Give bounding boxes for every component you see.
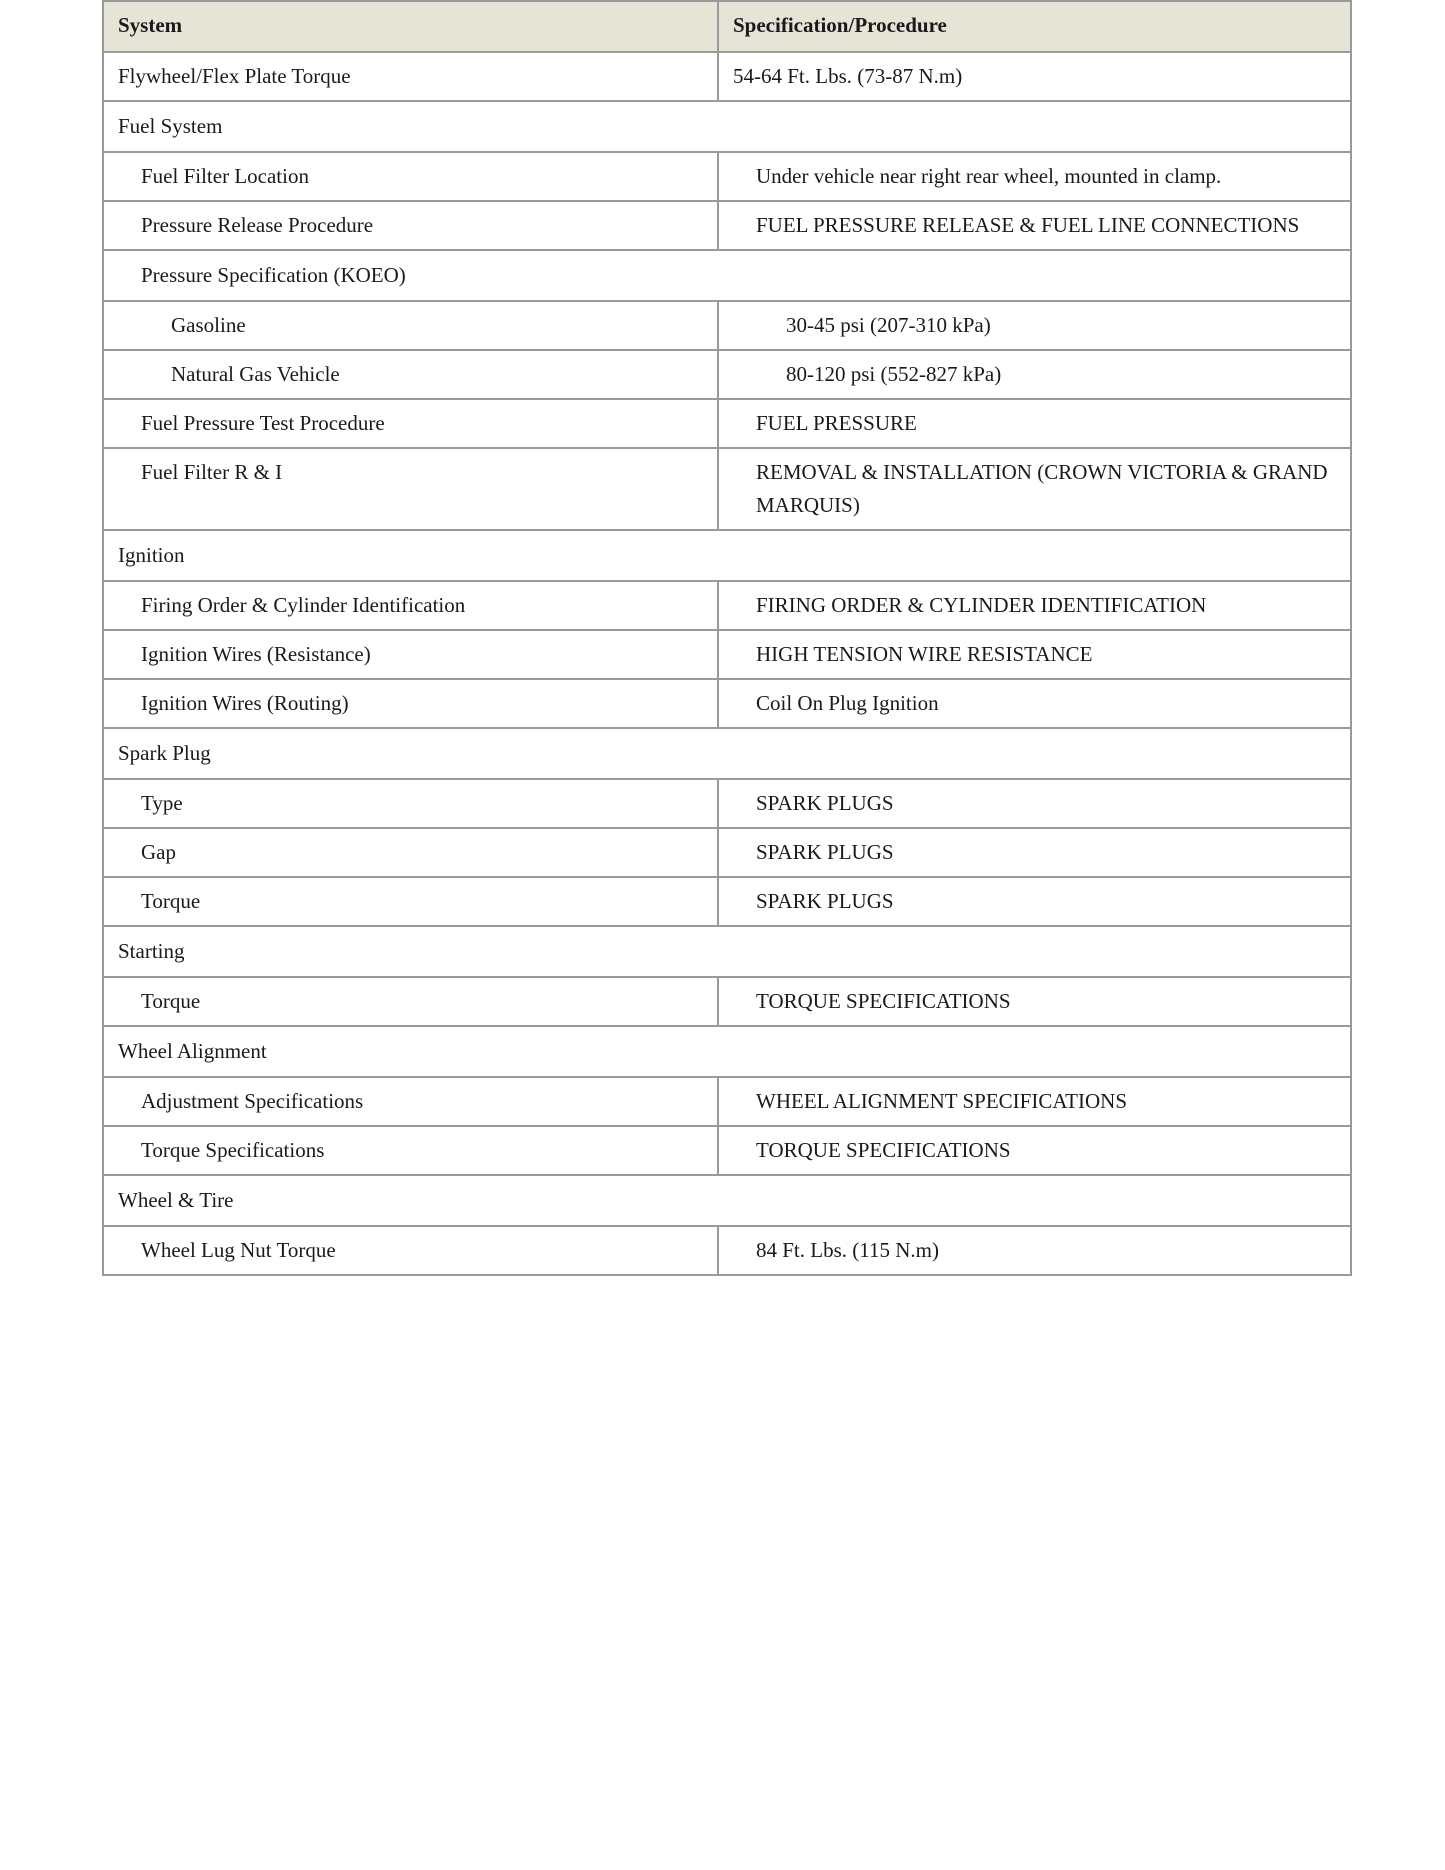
table-row: [103, 877, 1351, 926]
spec-cell: 80-120 psi (552-827 kPa): [718, 350, 1351, 399]
table-row: [103, 1226, 1351, 1275]
system-cell: Natural Gas Vehicle: [103, 350, 718, 399]
section-row: [103, 1026, 1351, 1077]
section-row: [103, 926, 1351, 977]
section-title: Pressure Specification (KOEO): [103, 250, 1351, 301]
system-cell: Pressure Release Procedure: [103, 201, 718, 250]
section-row: [103, 530, 1351, 581]
header-row: [103, 1, 1351, 52]
spec-cell: SPARK PLUGS: [718, 779, 1351, 828]
system-cell: Gap: [103, 828, 718, 877]
spec-cell: REMOVAL & INSTALLATION (CROWN VICTORIA & GRAND MARQUIS): [718, 448, 1351, 530]
system-cell: Firing Order & Cylinder Identification: [103, 581, 718, 630]
spec-cell: 54-64 Ft. Lbs. (73-87 N.m): [718, 52, 1351, 101]
system-cell: Ignition Wires (Routing): [103, 679, 718, 728]
table-header: [103, 1, 1351, 52]
spec-cell: TORQUE SPECIFICATIONS: [718, 977, 1351, 1026]
table-row: [103, 1126, 1351, 1175]
table-row: [103, 977, 1351, 1026]
table-row: [103, 399, 1351, 448]
table-body: [103, 52, 1351, 1275]
spec-cell: 84 Ft. Lbs. (115 N.m): [718, 1226, 1351, 1275]
table-row: [103, 448, 1351, 530]
spec-cell: FUEL PRESSURE: [718, 399, 1351, 448]
section-title: Wheel Alignment: [103, 1026, 1351, 1077]
section-title: Ignition: [103, 530, 1351, 581]
system-cell: Torque Specifications: [103, 1126, 718, 1175]
section-title: Fuel System: [103, 101, 1351, 152]
system-cell: Wheel Lug Nut Torque: [103, 1226, 718, 1275]
spec-cell: HIGH TENSION WIRE RESISTANCE: [718, 630, 1351, 679]
system-cell: Fuel Pressure Test Procedure: [103, 399, 718, 448]
system-cell: Torque: [103, 977, 718, 1026]
spec-cell: SPARK PLUGS: [718, 877, 1351, 926]
table-row: [103, 630, 1351, 679]
system-cell: Gasoline: [103, 301, 718, 350]
system-cell: Fuel Filter Location: [103, 152, 718, 201]
table-row: [103, 581, 1351, 630]
spec-cell: FUEL PRESSURE RELEASE & FUEL LINE CONNECTIONS: [718, 201, 1351, 250]
section-title: Starting: [103, 926, 1351, 977]
section-title: Spark Plug: [103, 728, 1351, 779]
table-row: [103, 152, 1351, 201]
table-row: [103, 779, 1351, 828]
table-row: [103, 350, 1351, 399]
spec-cell: Coil On Plug Ignition: [718, 679, 1351, 728]
spec-cell: SPARK PLUGS: [718, 828, 1351, 877]
section-row: [103, 728, 1351, 779]
system-cell: Fuel Filter R & I: [103, 448, 718, 530]
section-title: Wheel & Tire: [103, 1175, 1351, 1226]
table-row: [103, 1077, 1351, 1126]
spec-cell: Under vehicle near right rear wheel, mounted in clamp.: [718, 152, 1351, 201]
section-row: [103, 250, 1351, 301]
specifications-table: [102, 0, 1352, 1276]
table-row: [103, 679, 1351, 728]
table-row: [103, 52, 1351, 101]
spec-cell: TORQUE SPECIFICATIONS: [718, 1126, 1351, 1175]
section-row: [103, 101, 1351, 152]
header-specification: Specification/Procedure: [718, 1, 1351, 52]
system-cell: Flywheel/Flex Plate Torque: [103, 52, 718, 101]
system-cell: Adjustment Specifications: [103, 1077, 718, 1126]
spec-cell: FIRING ORDER & CYLINDER IDENTIFICATION: [718, 581, 1351, 630]
header-system: System: [103, 1, 718, 52]
system-cell: Type: [103, 779, 718, 828]
table-row: [103, 201, 1351, 250]
spec-cell: 30-45 psi (207-310 kPa): [718, 301, 1351, 350]
section-row: [103, 1175, 1351, 1226]
table-row: [103, 301, 1351, 350]
table-row: [103, 828, 1351, 877]
spec-cell: WHEEL ALIGNMENT SPECIFICATIONS: [718, 1077, 1351, 1126]
system-cell: Torque: [103, 877, 718, 926]
system-cell: Ignition Wires (Resistance): [103, 630, 718, 679]
